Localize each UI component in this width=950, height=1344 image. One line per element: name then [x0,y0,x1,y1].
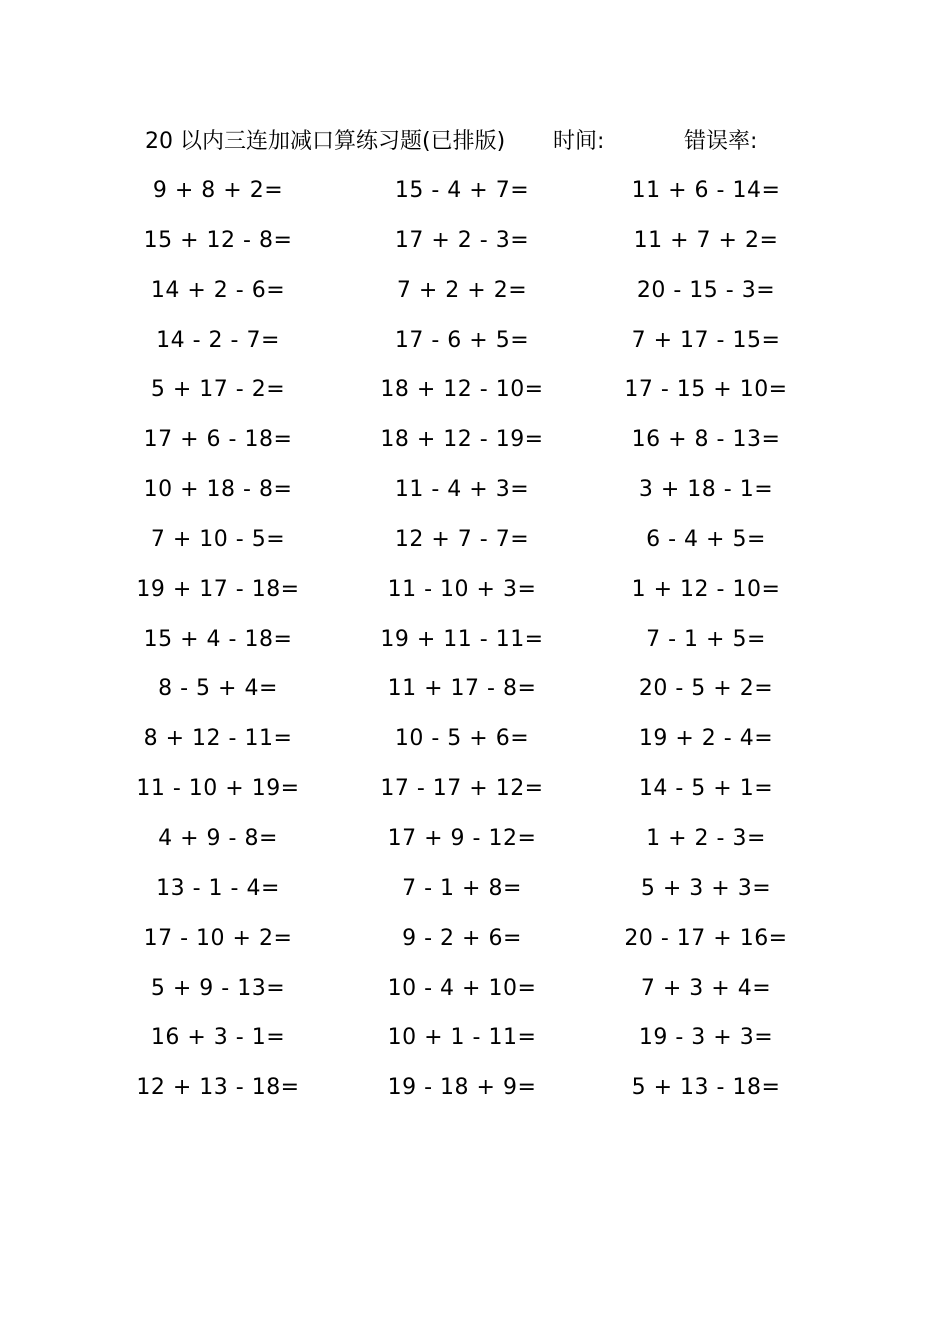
problem-item: 14 - 2 - 7= [156,327,280,353]
problem-item: 4 + 9 - 8= [158,825,278,851]
problem-item: 20 - 17 + 16= [624,925,788,951]
problem-row [0,869,950,919]
problem-item: 10 + 18 - 8= [143,477,293,503]
problem-item: 15 - 4 + 7= [394,178,530,203]
problem-item: 11 - 10 + 19= [136,776,300,802]
problem-item: 13 - 1 - 4= [156,875,280,901]
problem-item: 11 + 6 - 14= [631,178,781,203]
problem-item: 7 + 17 - 15= [631,327,781,353]
problem-item: 15 + 12 - 8= [143,227,293,253]
problem-item: 19 - 3 + 3= [638,1025,774,1051]
problem-item: 17 - 15 + 10= [624,377,788,403]
problem-item: 17 - 6 + 5= [394,327,530,353]
problem-item: 5 + 17 - 2= [150,377,286,403]
problem-row [0,221,950,271]
problem-row [0,370,950,420]
problem-item: 17 + 9 - 12= [387,825,537,851]
time-label: 时间: [553,129,605,154]
problem-row [0,919,950,969]
problem-item: 18 + 12 - 10= [380,377,544,403]
problem-item: 9 + 8 + 2= [152,178,284,203]
problem-item: 8 - 5 + 4= [158,676,278,702]
problem-row [0,570,950,620]
problem-item: 14 - 5 + 1= [638,776,774,802]
problem-item: 20 - 15 - 3= [636,277,776,303]
problem-row [0,420,950,470]
problem-row [0,769,950,819]
problem-item: 8 + 12 - 11= [143,726,293,752]
problem-item: 12 + 13 - 18= [136,1075,300,1101]
problem-item: 19 + 17 - 18= [136,576,300,602]
problem-item: 11 - 4 + 3= [394,477,530,503]
error-rate-label: 错误率: [684,129,758,154]
problem-item: 11 + 17 - 8= [387,676,537,702]
problem-row [0,669,950,719]
problem-item: 20 - 5 + 2= [638,676,774,702]
problem-item: 10 + 1 - 11= [387,1025,537,1051]
problem-item: 7 - 1 + 8= [402,875,522,901]
problem-row [0,470,950,520]
problem-item: 19 + 11 - 11= [380,626,544,652]
problem-item: 18 + 12 - 19= [380,427,544,453]
problem-row [0,620,950,670]
problem-item: 7 + 3 + 4= [640,975,772,1001]
problem-row [0,171,950,221]
problem-row [0,520,950,570]
problem-item: 14 + 2 - 6= [150,277,286,303]
problem-item: 10 - 5 + 6= [394,726,530,752]
problem-item: 1 + 2 - 3= [646,825,766,851]
problem-row [0,819,950,869]
problem-item: 5 + 13 - 18= [631,1075,781,1101]
problem-row [0,1068,950,1118]
problem-item: 9 - 2 + 6= [402,925,522,951]
worksheet-title: 20 以内三连加减口算练习题(已排版) [145,129,506,154]
problem-grid [0,171,950,1118]
problem-item: 3 + 18 - 1= [638,477,774,503]
problem-item: 5 + 3 + 3= [640,875,772,901]
problem-item: 11 + 7 + 2= [633,227,779,253]
problem-item: 16 + 8 - 13= [631,427,781,453]
problem-item: 1 + 12 - 10= [631,576,781,602]
problem-item: 7 - 1 + 5= [646,626,766,652]
problem-item: 17 + 2 - 3= [394,227,530,253]
problem-row [0,271,950,321]
problem-item: 15 + 4 - 18= [143,626,293,652]
problem-row [0,719,950,769]
problem-item: 16 + 3 - 1= [150,1025,286,1051]
problem-item: 17 - 10 + 2= [143,925,293,951]
problem-item: 6 - 4 + 5= [646,526,766,552]
problem-item: 10 - 4 + 10= [387,975,537,1001]
worksheet-header [0,124,950,160]
problem-item: 7 + 10 - 5= [150,526,286,552]
problem-item: 17 - 17 + 12= [380,776,544,802]
problem-item: 7 + 2 + 2= [396,277,528,303]
problem-row [0,1018,950,1068]
problem-item: 5 + 9 - 13= [150,975,286,1001]
problem-row [0,969,950,1019]
problem-item: 11 - 10 + 3= [387,576,537,602]
problem-item: 19 - 18 + 9= [387,1075,537,1101]
problem-item: 17 + 6 - 18= [143,427,293,453]
problem-item: 12 + 7 - 7= [394,526,530,552]
problem-row [0,321,950,371]
problem-item: 19 + 2 - 4= [638,726,774,752]
